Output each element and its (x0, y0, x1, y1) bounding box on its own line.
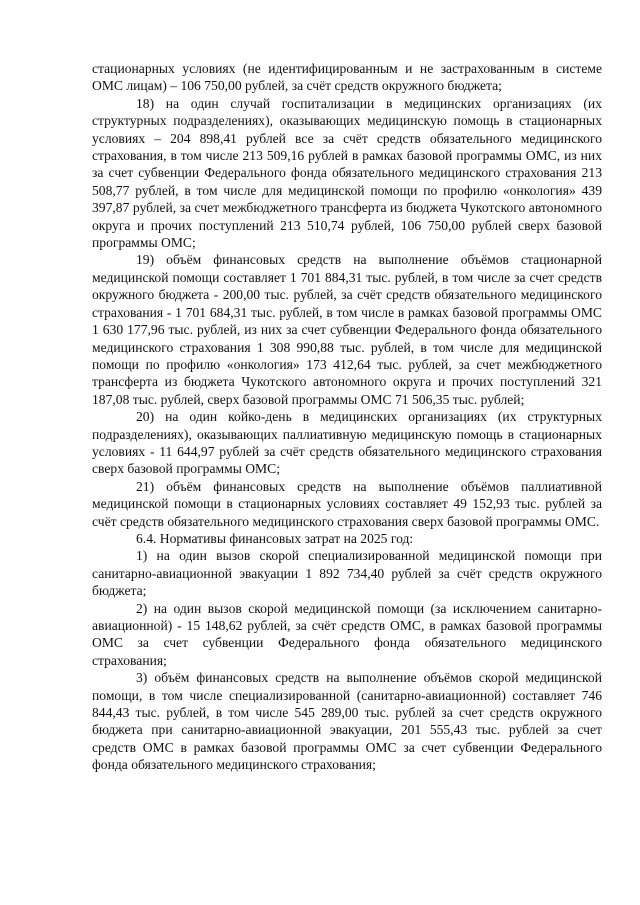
paragraph-item-19: 19) объём финансовых средств на выполнение объёмов стационарной медицинской помощи составляет 1 701 884,31 тыс. рублей, в том числе за счет средств окружного бюджета - 200,00 тыс. рублей, за счёт средств обязательного медицинского страхования - 1 701 684,31 тыс. рублей, в том числе в рамках базовой программы ОМС 1 630 177,96 тыс. рублей, из них за счет субвенции Федерального фонда обязательного медицинского страхования 1 308 990,88 тыс. рублей, в том числе для медицинской помощи по профилю «онкология» 173 412,64 тыс. рублей, за счет межбюджетного трансферта из бюджета Чукотского автономного округа и прочих поступлений 321 187,08 тыс. рублей, сверх базовой программы ОМС 71 506,35 тыс. рублей; (92, 252, 602, 407)
paragraph-item-21: 21) объём финансовых средств на выполнение объёмов паллиативной медицинской помощи в стационарных условиях составляет 49 152,93 тыс. рублей за счёт средств обязательного медицинского страхования сверх базовой программы ОМС. (92, 478, 602, 529)
paragraph-item-20: 20) на один койко-день в медицинских организациях (их структурных подразделениях), оказывающих паллиативную медицинскую помощь в стационарных условиях - 11 644,97 рублей за счёт средств обязательного медицинского страхования сверх базовой программы ОМС; (92, 409, 602, 477)
paragraph-2025-item-2: 2) на один вызов скорой медицинской помощи (за исключением санитарно-авиационной) - 15 148,62 рублей, за счёт средств ОМС, в рамках базовой программы ОМС за счет субвенции Федерального фонда обязательного медицинского страхования; (92, 600, 602, 668)
paragraph-item-18: 18) на один случай госпитализации в медицинских организациях (их структурных подразделениях), оказывающих медицинскую помощь в стационарных условиях – 204 898,41 рублей все за счёт средств обязательного медицинского страхования, в том числе 213 509,16 рублей в рамках базовой программы ОМС, из них за счет субвенции Федерального фонда обязательного медицинского страхования 213 508,77 рублей, в том числе для медицинской помощи по профилю «онкология» 439 397,87 рублей, за счет межбюджетного трансферта из бюджета Чукотского автономного округа и прочих поступлений 213 510,74 рублей, 106 750,00 рублей сверх базовой программы ОМС; (92, 95, 602, 251)
document-page (92, 60, 602, 774)
paragraph-2025-item-1: 1) на один вызов скорой специализированной медицинской помощи при санитарно-авиационной эвакуации 1 892 734,40 рублей за счёт средств окружного бюджета; (92, 548, 602, 599)
paragraph-2025-item-3: 3) объём финансовых средств на выполнение объёмов скорой медицинской помощи, в том числе специализированной (санитарно-авиационной) составляет 746 844,43 тыс. рублей, в том числе 545 289,00 тыс. рублей за счет средств окружного бюджета при санитарно-авиационной эвакуации, 201 555,43 тыс. рублей за счет средств ОМС в рамках базовой программы ОМС за счет субвенции Федерального фонда обязательного медицинского страхования; (92, 670, 602, 773)
section-heading-6-4: 6.4. Нормативы финансовых затрат на 2025 год: (136, 530, 414, 546)
paragraph-continuation: стационарных условиях (не идентифицированным и не застрахованным в системе ОМС лицам) – 106 750,00 рублей, за счёт средств окружного бюджета; (92, 61, 602, 94)
